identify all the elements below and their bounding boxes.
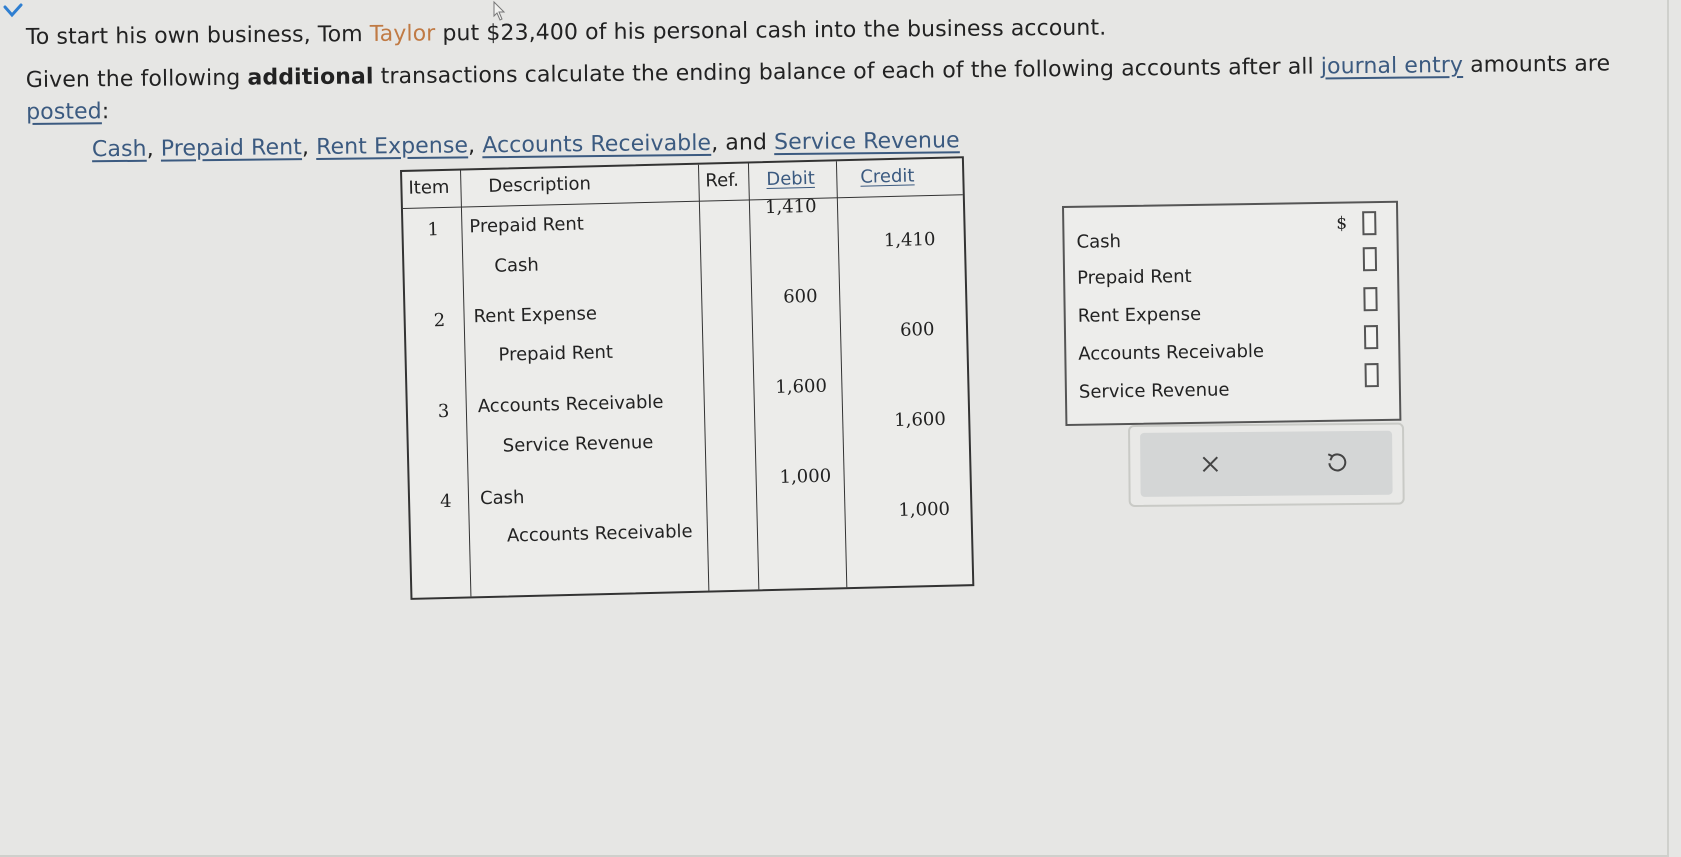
reset-button[interactable] [1316,443,1356,483]
question-accounts: Cash, Prepaid Rent, Rent Expense, Accounts Receivable, and Service Revenue [91,128,960,163]
highlighted-name: Taylor [369,21,436,47]
clear-button[interactable] [1190,444,1230,484]
entry-credit-amount: 1,410 [883,228,936,252]
link-rent-expense[interactable]: Rent Expense [315,133,469,160]
check-icon[interactable] [2,2,26,22]
journal-table [400,156,974,600]
entry-debit-amount: 600 [782,285,818,308]
cash-balance-input[interactable] [1362,211,1376,235]
entry-credit-account: Cash [494,254,540,277]
close-icon [1199,453,1221,475]
column-divider [836,161,847,587]
entry-item-number: 3 [437,400,450,423]
link-posted[interactable]: posted [26,99,102,125]
link-journal-entry[interactable]: journal entry [1320,52,1464,80]
balance-label-service-revenue: Service Revenue [1078,379,1230,403]
prepaid-rent-balance-input[interactable] [1363,247,1377,271]
entry-credit-account: Accounts Receivable [506,520,693,547]
accounts-receivable-balance-input[interactable] [1364,325,1378,349]
header-description: Description [488,173,592,197]
balance-label-prepaid-rent: Prepaid Rent [1076,265,1192,289]
link-accounts-receivable[interactable]: Accounts Receivable [482,130,712,159]
undo-icon [1324,451,1348,475]
currency-symbol: $ [1336,213,1348,234]
answer-controls [1128,423,1405,507]
entry-credit-account: Service Revenue [502,431,654,457]
link-cash[interactable]: Cash [91,136,147,163]
header-ref: Ref. [705,169,740,192]
entry-credit-amount: 1,600 [894,408,947,431]
entry-debit-account: Cash [479,487,525,510]
header-debit[interactable]: Debit [766,167,816,191]
balance-label-rent-expense: Rent Expense [1077,303,1202,327]
entry-credit-account: Prepaid Rent [498,341,614,366]
entry-debit-amount: 1,600 [775,375,828,398]
entry-debit-account: Rent Expense [473,303,598,328]
header-item: Item [408,176,450,199]
link-service-revenue[interactable]: Service Revenue [773,128,960,156]
service-revenue-balance-input[interactable] [1365,363,1379,387]
ending-balances-panel [1062,201,1401,426]
entry-debit-amount: 1,410 [764,195,817,219]
header-credit[interactable]: Credit [860,165,915,188]
entry-item-number: 2 [433,309,446,332]
entry-debit-account: Prepaid Rent [469,213,585,238]
entry-credit-amount: 600 [899,318,935,341]
column-divider [698,165,709,591]
question-instruction: Given the following additional transactions calculate the ending balance of each of the following accounts after all journal entry amounts are posted: [25,51,1611,125]
balance-label-accounts-receivable: Accounts Receivable [1078,340,1265,365]
entry-credit-amount: 1,000 [898,498,951,521]
entry-debit-amount: 1,000 [779,465,832,488]
entry-item-number: 1 [427,219,440,241]
balance-label-cash: Cash [1076,231,1122,253]
bold-word: additional [247,64,374,91]
question-intro: To start his own business, Tom Taylor put $23,400 of his personal cash into the business account. [25,15,1107,50]
column-divider [748,163,759,589]
rent-expense-balance-input[interactable] [1363,287,1377,311]
link-prepaid-rent[interactable]: Prepaid Rent [160,135,303,162]
header-divider [403,194,963,209]
entry-debit-account: Accounts Receivable [477,391,664,418]
entry-item-number: 4 [439,490,452,513]
controls-background [1140,431,1393,497]
question-text [25,15,1626,167]
